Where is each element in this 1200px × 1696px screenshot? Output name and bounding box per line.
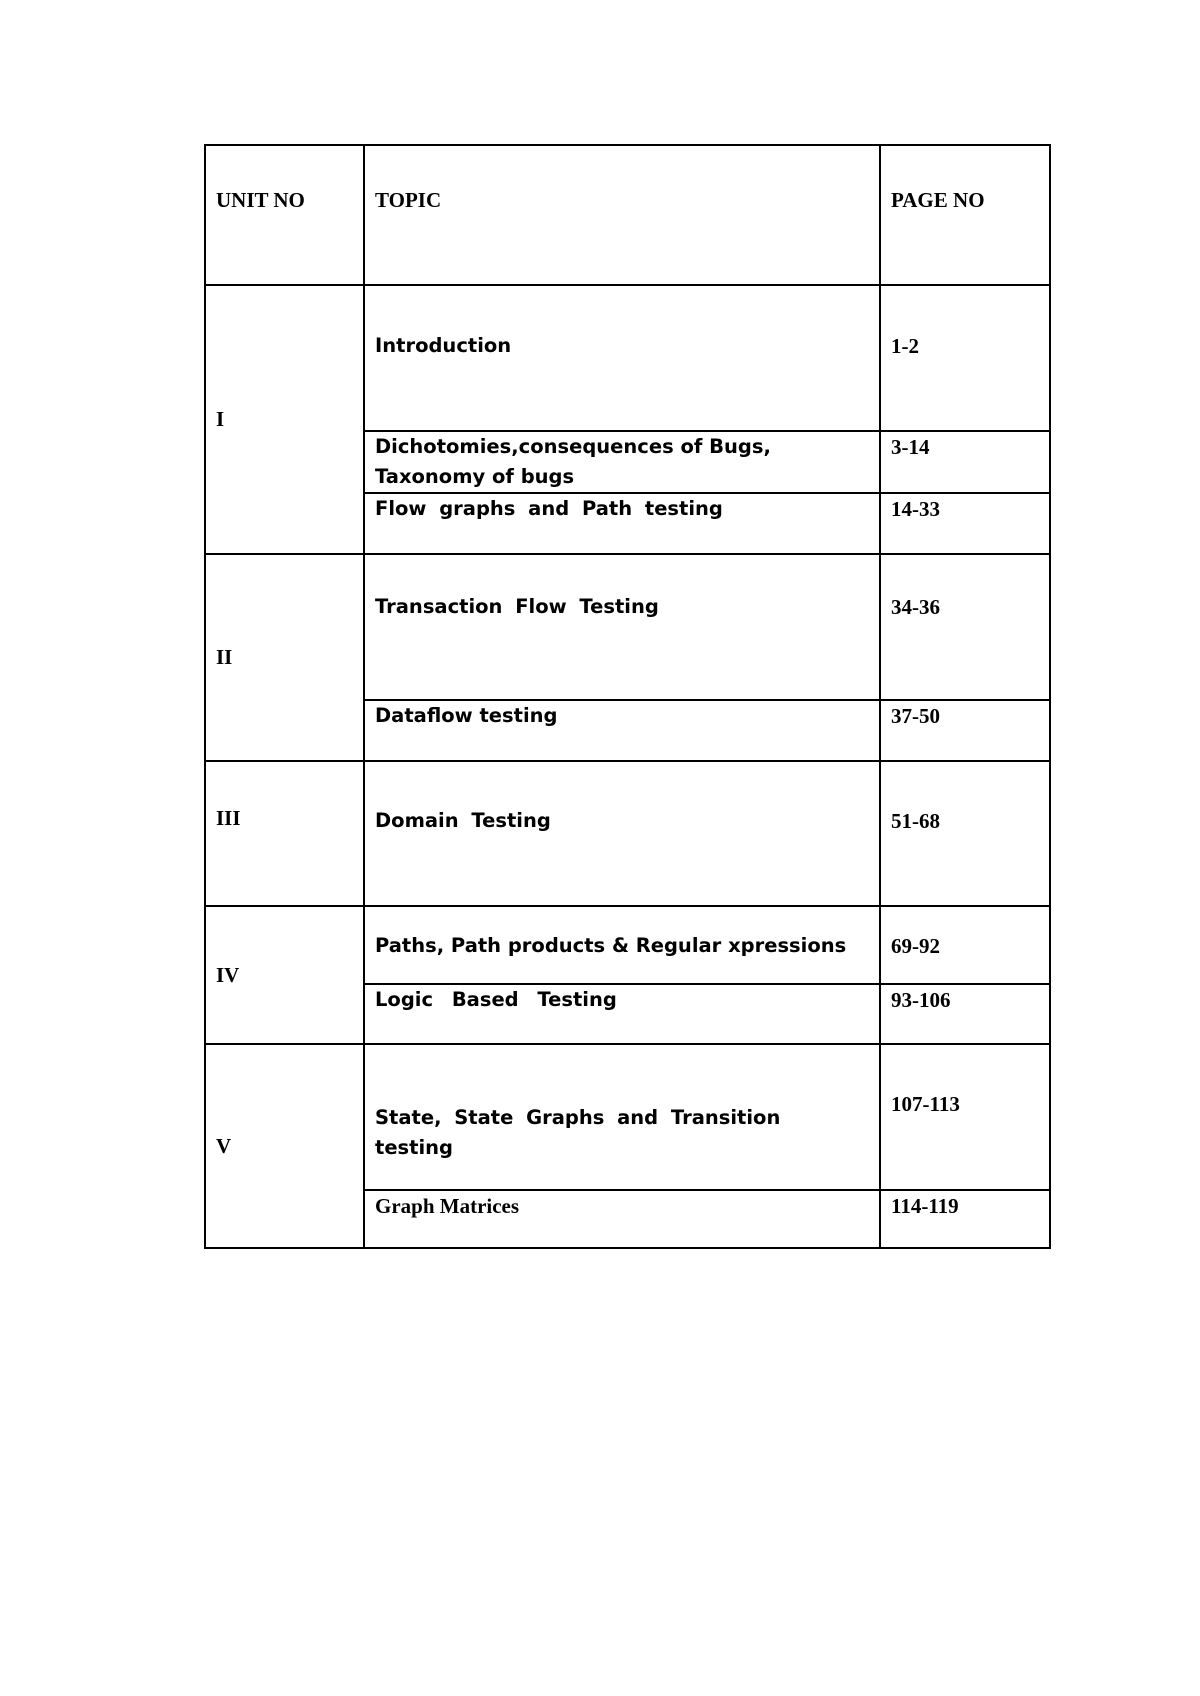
page-no-header: PAGE NO (880, 145, 1050, 285)
contents-table (204, 144, 1051, 1249)
table-row (205, 1044, 1050, 1190)
page-range-cell: 107-113 (880, 1044, 1050, 1190)
page-range-cell: 1-2 (880, 285, 1050, 431)
topic-cell: State, State Graphs and Transition testing (364, 1044, 880, 1190)
table-row (205, 906, 1050, 984)
page-range-cell: 14-33 (880, 493, 1050, 554)
topic-cell: Introduction (364, 285, 880, 431)
topic-cell: Dataflow testing (364, 700, 880, 761)
table-row (205, 285, 1050, 431)
unit-cell: III (205, 761, 364, 906)
page-range-cell: 93-106 (880, 984, 1050, 1044)
unit-cell: IV (205, 906, 364, 1044)
page-range-cell: 3-14 (880, 431, 1050, 493)
topic-cell: Domain Testing (364, 761, 880, 906)
page-range-cell: 51-68 (880, 761, 1050, 906)
table-row (205, 761, 1050, 906)
page-range-cell: 114-119 (880, 1190, 1050, 1248)
table-row (205, 554, 1050, 700)
topic-cell: Transaction Flow Testing (364, 554, 880, 700)
page-range-cell: 37-50 (880, 700, 1050, 761)
unit-cell: II (205, 554, 364, 761)
topic-cell: Logic Based Testing (364, 984, 880, 1044)
page-range-cell: 69-92 (880, 906, 1050, 984)
topic-cell: Dichotomies,consequences of Bugs, Taxonomy of bugs (364, 431, 880, 493)
topic-header: TOPIC (364, 145, 880, 285)
topic-cell: Graph Matrices (364, 1190, 880, 1248)
topic-cell: Flow graphs and Path testing (364, 493, 880, 554)
header-row (205, 145, 1050, 285)
topic-cell: Paths, Path products & Regular xpressions (364, 906, 880, 984)
unit-cell: V (205, 1044, 364, 1248)
unit-cell: I (205, 285, 364, 554)
unit-no-header: UNIT NO (205, 145, 364, 285)
page-range-cell: 34-36 (880, 554, 1050, 700)
